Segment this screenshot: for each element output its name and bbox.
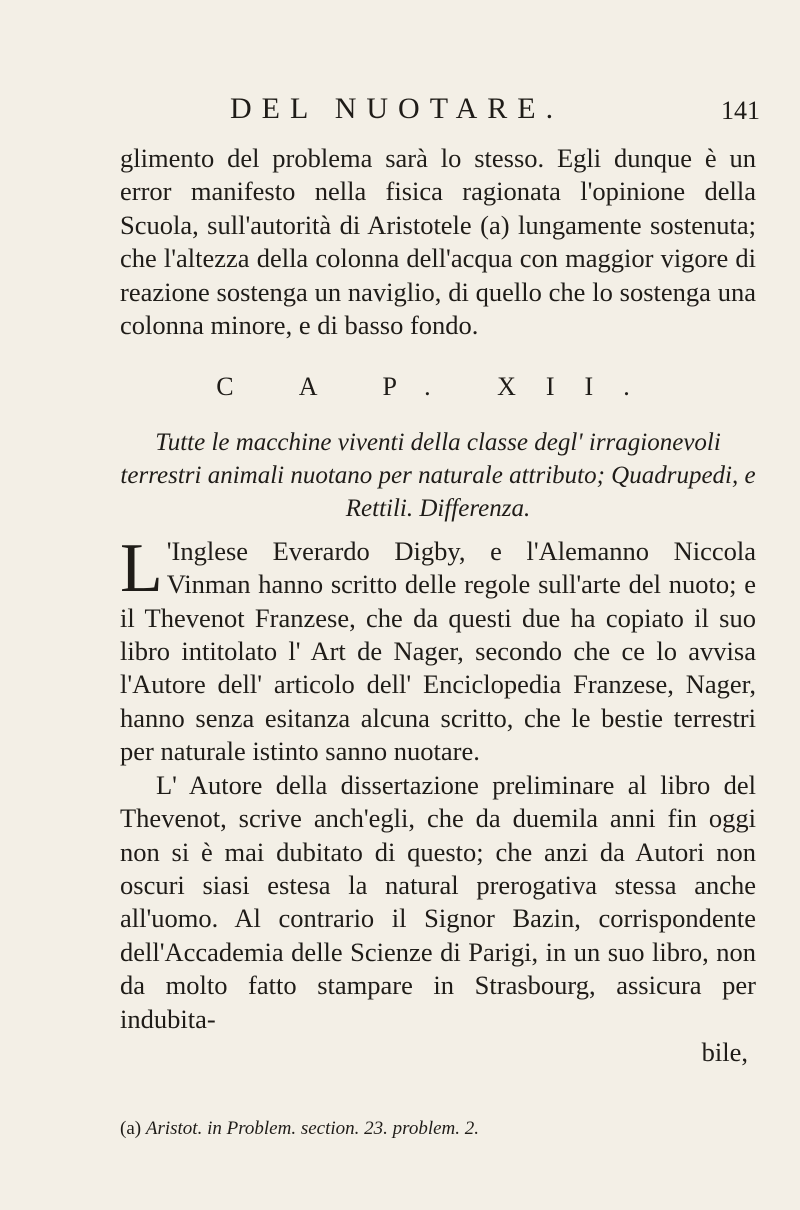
running-head-title: DEL NUOTARE. [230, 92, 564, 125]
drop-cap: L [120, 529, 163, 607]
footnote-source: Aristot. in Problem. section. 23. problem. 2. [145, 1118, 480, 1139]
catchword: bile, [701, 1036, 748, 1067]
footnote-mark: (a) [120, 1118, 142, 1139]
paragraph-continuation: glimento del problema sarà lo stesso. Egli dunque è un error manifesto nella fisica ragionata l'opinione della Scuola, sull'autorità di Aristotele (a) lungamente sostenuta; che l'altezza della colonna dell'acqua con maggior vigore di reazione sostenga un naviglio, di quello che lo sostenga una colonna minore, e di basso fondo. [120, 143, 756, 341]
page-number: 141 [721, 96, 760, 125]
footnote [120, 1118, 756, 1140]
running-head [230, 92, 760, 132]
body-text [120, 142, 756, 1069]
paragraph-opening-text: 'Inglese Everardo Digby, e l'Alemanno Niccola Vinman hanno scritto delle regole sull'arte del nuoto; e il Thevenot Franzese, che da questi due ha copiato il suo libro intitolato l' Art de Nager, secondo che ce lo avvisa l'Autore dell' articolo dell' Enciclopedia Franzese, Nager, hanno senza esitanza alcuna scritto, che le bestie terrestri per naturale istinto sanno nuotare. [120, 535, 756, 767]
paragraph-opening [120, 529, 756, 769]
chapter-title: Tutte le macchine viventi della classe degl' irragionevoli terrestri animali nuotano per naturale attributo; Quadrupedi, e Rettili. Differenza. [120, 428, 756, 522]
chapter-heading: C A P. XII. [216, 372, 660, 402]
paragraph-third: L' Autore della dissertazione preliminare al libro del Thevenot, scrive anch'egli, che da duemila anni fin oggi non si è mai dubitato di questo; che anzi da Autori non oscuri siasi estesa la natural prerogativa stessa anche all'uomo. Al contrario il Signor Bazin, corrispondente dell'Accademia delle Scienze di Parigi, in un suo libro, non da molto fatto stampare in Strasbourg, assicura per indubita- [120, 769, 756, 1034]
